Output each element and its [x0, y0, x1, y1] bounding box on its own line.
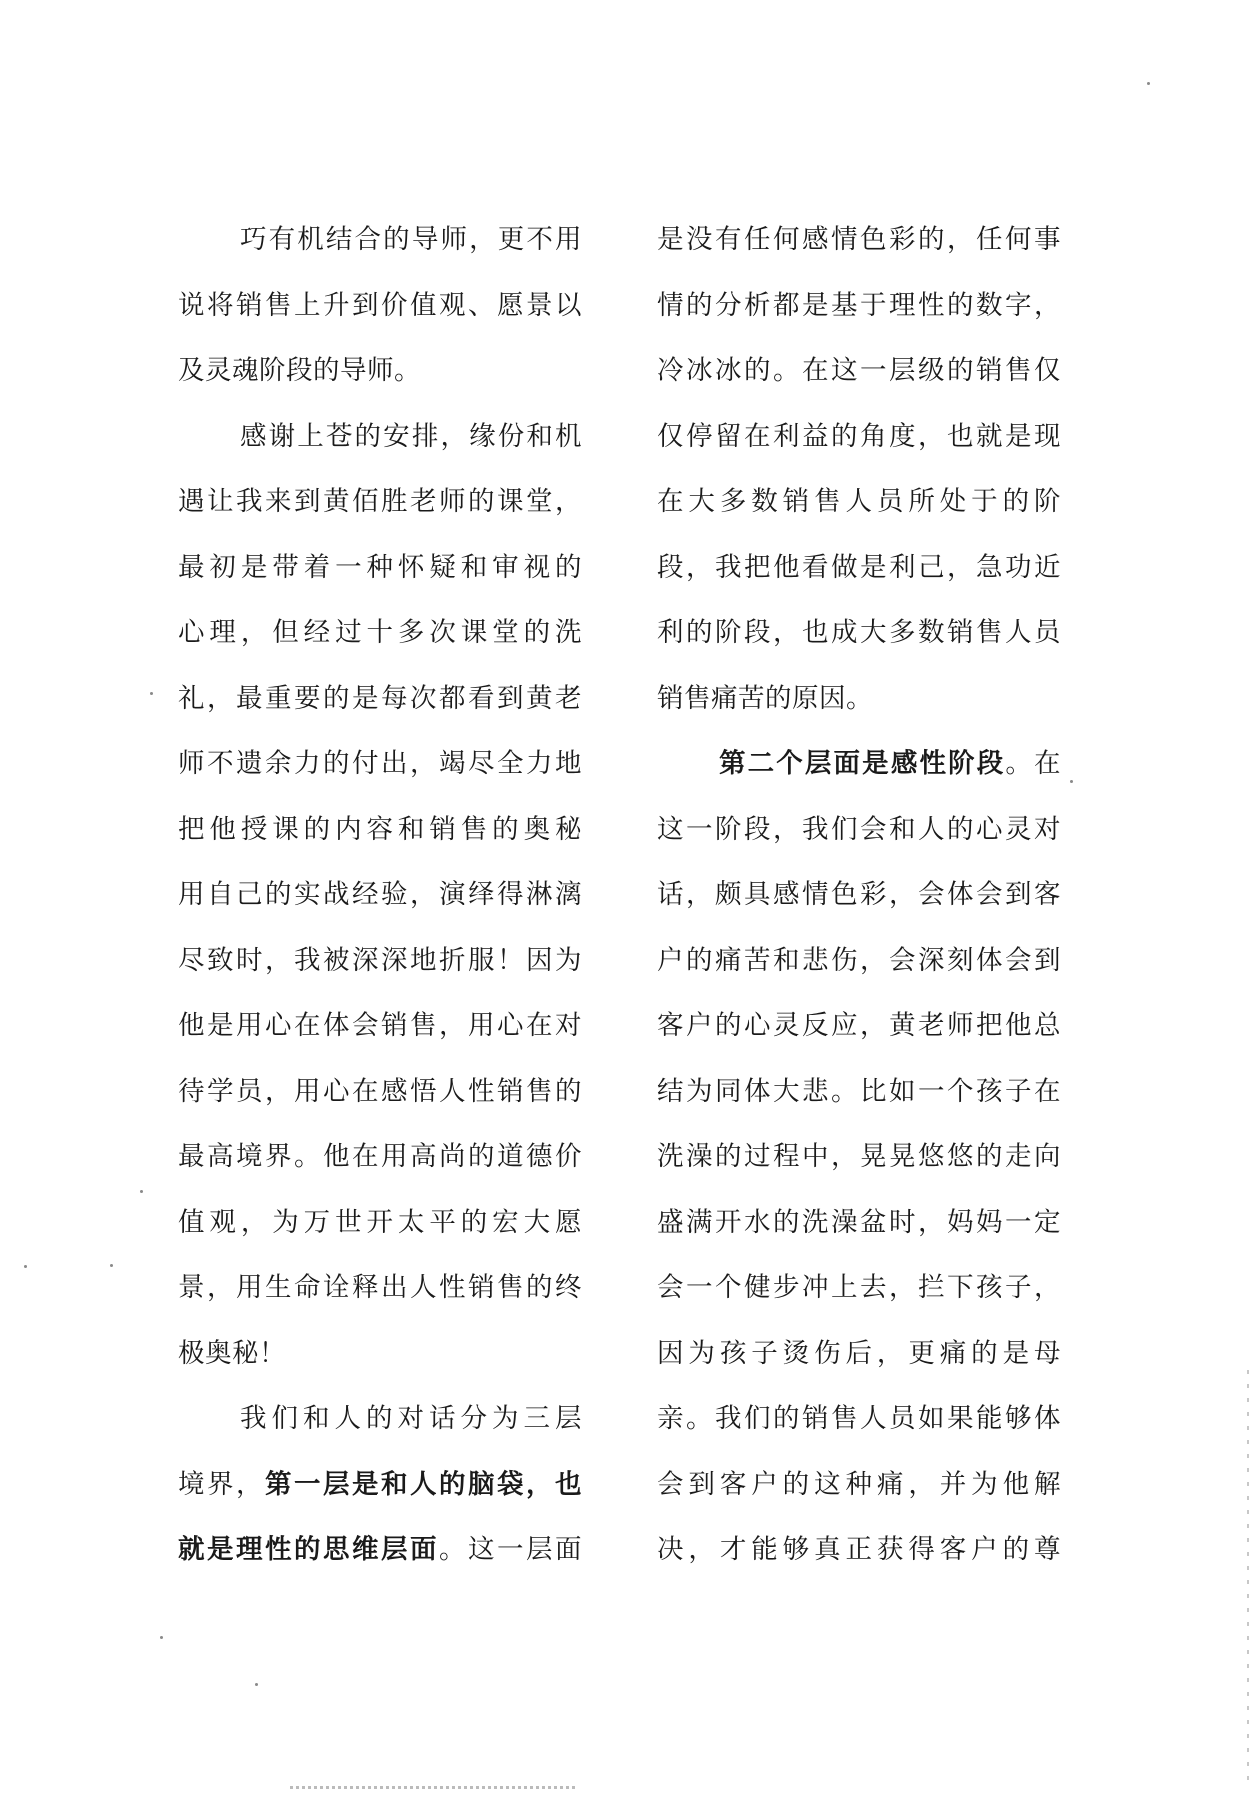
left-column: [178, 222, 582, 1598]
text-line: [178, 419, 582, 485]
text-line: [178, 615, 582, 681]
line-text: 待学员，用心在感悟人性销售的: [178, 1075, 582, 1107]
text-line: [178, 1532, 582, 1598]
scan-speck: [140, 1190, 143, 1193]
text-line: [657, 1139, 1061, 1205]
text-line: [657, 1401, 1061, 1467]
text-line: [657, 1467, 1061, 1533]
text-line: [657, 288, 1061, 354]
line-text: 师不遗余力的付出，竭尽全力地: [178, 748, 582, 779]
line-text: 境界，: [178, 1468, 265, 1500]
line-text: 结为同体大悲。比如一个孩子在: [657, 1075, 1061, 1107]
text-line: [178, 877, 582, 943]
line-text: 心理，但经过十多次课堂的洗: [178, 617, 582, 648]
text-line: [178, 550, 582, 616]
text-line: [178, 1336, 582, 1402]
text-line: [657, 419, 1061, 485]
line-text: 景，用生命诠释出人性销售的终: [178, 1272, 582, 1303]
text-line: [178, 746, 582, 812]
line-text: 值观，为万世开太平的宏大愿: [178, 1206, 582, 1238]
text-line: [657, 1074, 1061, 1140]
right-column: [657, 222, 1061, 1598]
scan-speck: [255, 1683, 258, 1686]
line-text: 销售痛苦的原因。: [657, 682, 873, 714]
scan-edge-marks: [1247, 1370, 1249, 1790]
text-line: [178, 943, 582, 1009]
text-line: [178, 1205, 582, 1271]
scan-artifact-dashes: [290, 1786, 575, 1789]
text-line: [657, 1008, 1061, 1074]
line-text: 巧有机结合的导师，更不用: [240, 224, 582, 255]
line-text: 感谢上苍的安排，缘份和机: [240, 420, 582, 452]
line-text: 用自己的实战经验，演绎得淋漓: [178, 879, 582, 910]
text-line: [657, 615, 1061, 681]
scan-speck: [110, 1264, 113, 1267]
line-text: 及灵魂阶段的导师。: [178, 355, 421, 386]
text-line: [178, 681, 582, 747]
line-text: 礼，最重要的是每次都看到黄老: [178, 682, 582, 714]
line-text: 他是用心在体会销售，用心在对: [178, 1010, 582, 1041]
text-line: [657, 681, 1061, 747]
line-text: 决，才能够真正获得客户的尊: [657, 1534, 1061, 1565]
line-text: 极奥秘！: [178, 1337, 286, 1369]
text-line: [657, 1532, 1061, 1598]
line-text: 把他授课的内容和销售的奥秘: [178, 813, 582, 845]
text-line: [657, 353, 1061, 419]
line-text: 段，我把他看做是利己，急功近: [657, 551, 1061, 583]
line-text: 冷冰冰的。在这一层级的销售仅: [657, 355, 1061, 386]
line-text: 这一阶段，我们会和人的心灵对: [657, 813, 1061, 845]
line-text: 说将销售上升到价值观、愿景以: [178, 289, 582, 321]
text-line: [178, 1074, 582, 1140]
text-line: [178, 288, 582, 354]
scan-speck: [1070, 780, 1073, 783]
line-text: 。这一层面: [439, 1534, 582, 1565]
text-line: [657, 943, 1061, 1009]
text-line: [657, 550, 1061, 616]
text-line: [178, 1008, 582, 1074]
text-line: [178, 222, 582, 288]
text-line: [178, 484, 582, 550]
scan-speck: [1147, 82, 1150, 85]
text-line: [657, 1205, 1061, 1271]
text-line: [657, 877, 1061, 943]
line-text: 洗澡的过程中，晃晃悠悠的走向: [657, 1141, 1061, 1172]
line-text: 最初是带着一种怀疑和审视的: [178, 551, 582, 583]
line-text: 客户的心灵反应，黄老师把他总: [657, 1010, 1061, 1041]
line-text: 亲。我们的销售人员如果能够体: [657, 1403, 1061, 1434]
bold-text: 第二个层面是感性阶段: [719, 748, 1006, 779]
text-line: [657, 746, 1061, 812]
text-line: [657, 484, 1061, 550]
scan-speck: [160, 1636, 163, 1639]
line-text: 是没有任何感情色彩的，任何事: [657, 224, 1061, 255]
line-text: 。在: [1005, 748, 1062, 779]
line-text: 我们和人的对话分为三层: [240, 1403, 582, 1434]
line-text: 最高境界。他在用高尚的道德价: [178, 1141, 582, 1172]
text-line: [657, 1270, 1061, 1336]
text-line: [178, 1270, 582, 1336]
text-line: [657, 812, 1061, 878]
line-text: 话，颇具感情色彩，会体会到客: [657, 879, 1061, 910]
line-text: 遇让我来到黄佰胜老师的课堂，: [178, 486, 582, 517]
line-text: 盛满开水的洗澡盆时，妈妈一定: [657, 1206, 1061, 1238]
line-text: 因为孩子烫伤后，更痛的是母: [657, 1337, 1061, 1369]
text-line: [657, 1336, 1061, 1402]
scan-speck: [24, 1265, 27, 1268]
text-line: [178, 1401, 582, 1467]
line-text: 在大多数销售人员所处于的阶: [657, 486, 1061, 517]
line-text: 会一个健步冲上去，拦下孩子，: [657, 1272, 1061, 1303]
line-text: 利的阶段，也成大多数销售人员: [657, 617, 1061, 648]
text-line: [178, 353, 582, 419]
text-line: [657, 222, 1061, 288]
scan-speck: [150, 692, 153, 695]
line-text: 仅停留在利益的角度，也就是现: [657, 420, 1061, 452]
text-line: [178, 812, 582, 878]
line-text: 情的分析都是基于理性的数字，: [657, 289, 1061, 321]
line-text: 尽致时，我被深深地折服！因为: [178, 944, 582, 976]
line-text: 户的痛苦和悲伤，会深刻体会到: [657, 944, 1061, 976]
text-line: [178, 1467, 582, 1533]
bold-text: 就是理性的思维层面: [178, 1534, 439, 1565]
bold-text: 第一层是和人的脑袋，也: [265, 1468, 582, 1500]
line-text: 会到客户的这种痛，并为他解: [657, 1468, 1061, 1500]
text-line: [178, 1139, 582, 1205]
